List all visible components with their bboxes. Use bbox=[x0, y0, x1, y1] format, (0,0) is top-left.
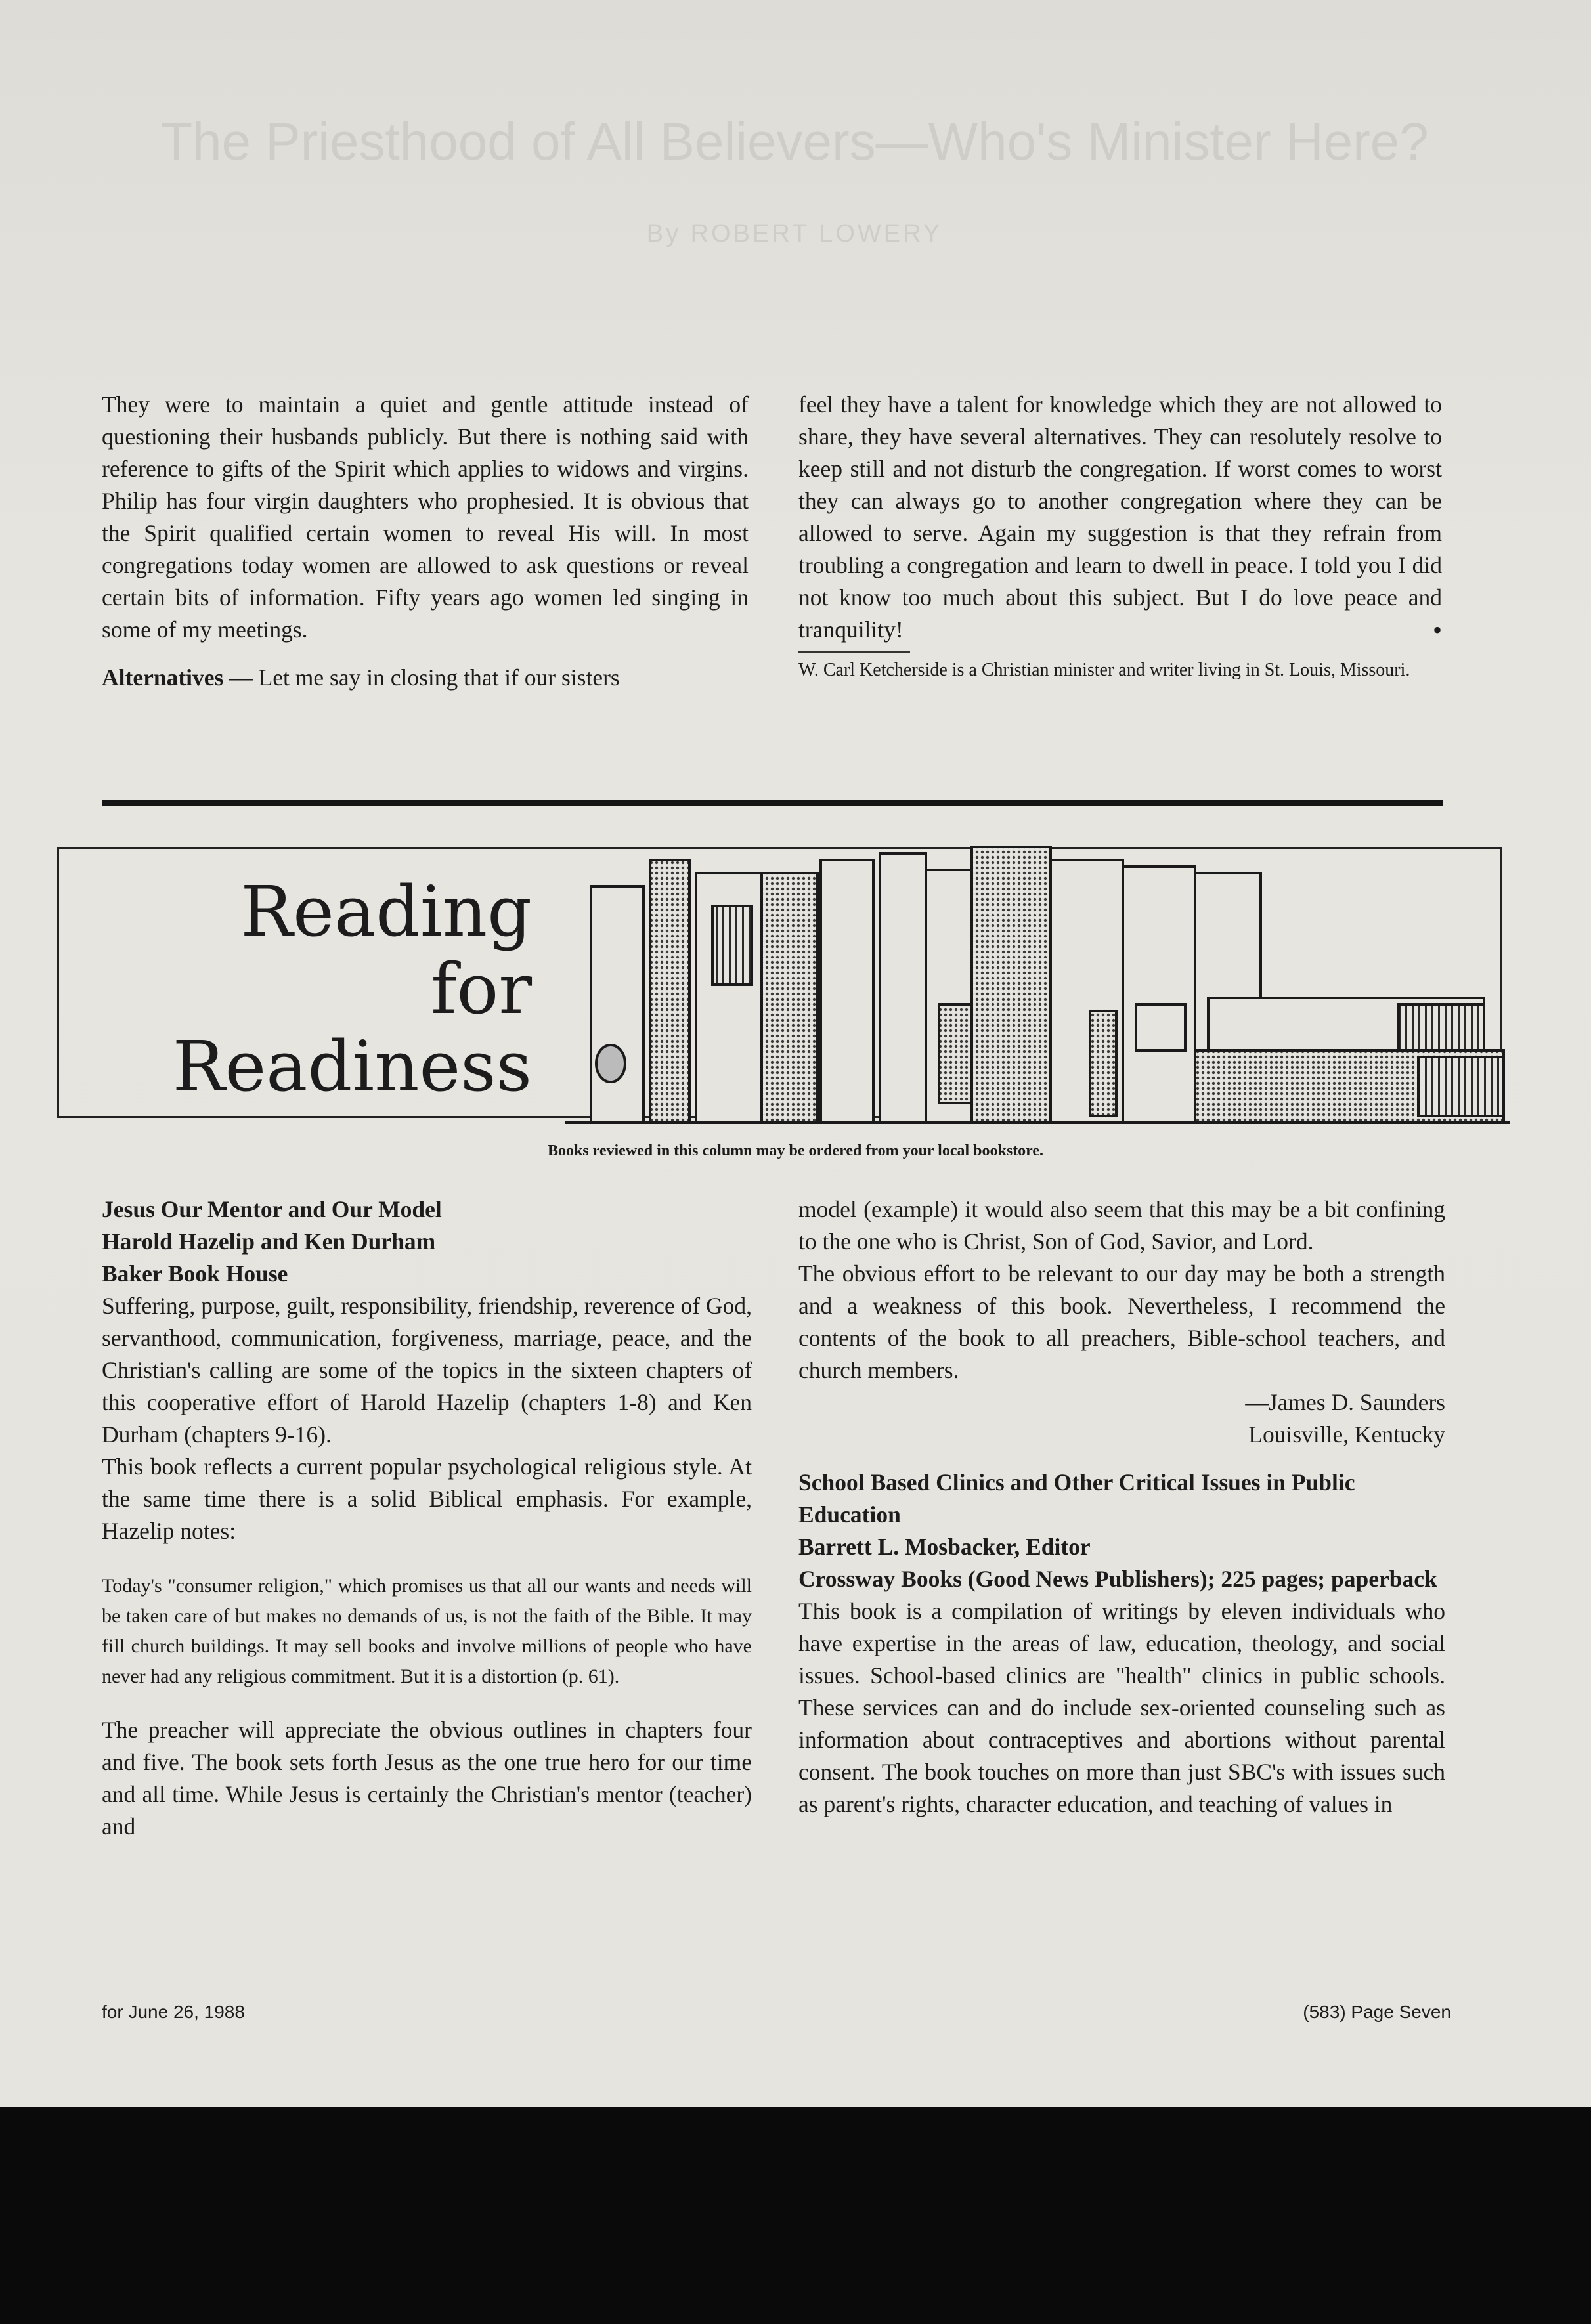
banner-title-line: Reading bbox=[240, 871, 532, 952]
lying-book-pages bbox=[1399, 1004, 1484, 1050]
book-spine bbox=[650, 860, 689, 1123]
banner-title bbox=[112, 873, 532, 1106]
review-right-column bbox=[798, 1194, 1445, 1820]
banner-title-line: Readiness bbox=[172, 1026, 532, 1107]
book-spine bbox=[972, 847, 1051, 1123]
review-book-authors: Harold Hazelip and Ken Durham bbox=[102, 1228, 436, 1255]
book-spine-panel bbox=[712, 906, 752, 985]
review-left-column bbox=[102, 1194, 752, 1843]
alternatives-text: — Let me say in closing that if our sisters bbox=[223, 664, 620, 691]
alternatives-run-in-heading: Alternatives bbox=[102, 664, 224, 691]
review-book-title: School Based Clinics and Other Critical Issues in Public Education bbox=[798, 1469, 1355, 1528]
book-spine bbox=[880, 853, 926, 1123]
review-paragraph: The obvious effort to be relevant to our day may be both a strength and a weakness of this book. Nevertheless, I recommend the contents of the book to all preachers, Bible-school teachers, and church members. bbox=[798, 1260, 1445, 1383]
book-spine bbox=[821, 860, 873, 1123]
lying-book-pages bbox=[1418, 1057, 1504, 1116]
scan-bottom-edge bbox=[0, 2107, 1591, 2324]
banner-title-line: for bbox=[431, 949, 532, 1029]
book-spine bbox=[762, 873, 817, 1123]
section-divider bbox=[102, 800, 1443, 806]
ghost-show-through-author: By ROBERT LOWERY bbox=[646, 220, 943, 247]
review-paragraph: Suffering, purpose, guilt, responsibility, friendship, reverence of God, servanthood, communication, forgiveness, marriage, peace, and the Christian's calling are some of the topics in the sixteen chapters of this cooperative effort of Harold Hazelip (chapters 1-8) and Ken Durham (chapters 9-16). bbox=[102, 1293, 752, 1448]
review-paragraph: This book is a compilation of writings by eleven individuals who have expertise in the areas of law, education, theology, and social issues. School-based clinics are "health" clinics in public schools. These services can and do include sex-oriented counseling such as information about contraceptives and abortions without parental consent. The book touches on more than just SBC's with issues such as parent's rights, character education, and teaching of values in bbox=[798, 1598, 1445, 1817]
review-paragraph: model (example) it would also seem that this may be a bit confining to the one who is Christ, Son of God, Savior, and Lord. bbox=[798, 1196, 1445, 1255]
book-spine-panel bbox=[1136, 1004, 1185, 1050]
review-paragraph: The preacher will appreciate the obvious outlines in chapters four and five. The book sets forth Jesus as the one true hero for our time and all time. While Jesus is certainly the Christian's mentor (teacher) and bbox=[102, 1717, 752, 1840]
review-book-title: Jesus Our Mentor and Our Model bbox=[102, 1196, 442, 1222]
review-book-publisher: Baker Book House bbox=[102, 1260, 288, 1287]
article-right-column bbox=[798, 389, 1442, 682]
book-emblem-icon bbox=[596, 1045, 625, 1082]
author-bio: W. Carl Ketcherside is a Christian minister and writer living in St. Louis, Missouri. bbox=[798, 660, 1410, 680]
review-book-editor: Barrett L. Mosbacker, Editor bbox=[798, 1534, 1091, 1560]
review-paragraph: This book reflects a current popular psychological religious style. At the same time there is a solid Biblical emphasis. For example, Hazelip notes: bbox=[102, 1453, 752, 1544]
reviewer-location: Louisville, Kentucky bbox=[1248, 1421, 1445, 1448]
book-spine bbox=[591, 886, 643, 1123]
banner-caption: Books reviewed in this column may be ordered from your local bookstore. bbox=[547, 1142, 1044, 1159]
bio-divider bbox=[798, 651, 910, 653]
bookshelf-illustration bbox=[565, 834, 1510, 1136]
end-mark: • bbox=[1432, 615, 1442, 645]
book-spine bbox=[1123, 867, 1195, 1123]
book-spine-panel bbox=[1090, 1011, 1116, 1116]
article-paragraph: They were to maintain a quiet and gentle attitude instead of questioning their husbands publicly. But there is nothing said with reference to gifts of the Spirit which applies to widows and virgins. Philip has four virgin daughters who prophesied. It is obvious that the Spirit qualified certain women to reveal His will. In most congregations today women are allowed to ask questions or reveal certain bits of information. Fifty years ago women led singing in some of my meetings. bbox=[102, 391, 749, 643]
article-left-column bbox=[102, 389, 749, 694]
footer-page-number: (583) Page Seven bbox=[1303, 2002, 1451, 2022]
review-blockquote: Today's "consumer religion," which promises us that all our wants and needs will be taken care of but makes no demands of us, is not the faith of the Bible. It may fill church buildings. It may sell books and involve millions of people who have never had any religious commitment. But it is a distortion (p. 61). bbox=[102, 1575, 752, 1687]
footer-issue-date: for June 26, 1988 bbox=[102, 2002, 245, 2022]
review-book-publisher: Crossway Books (Good News Publishers); 225 pages; paperback bbox=[798, 1566, 1437, 1592]
article-paragraph: feel they have a talent for knowledge which they are not allowed to share, they have several alternatives. They can resolutely resolve to keep still and not disturb the congregation. If worst comes to worst they can always go to another congregation where they can be allowed to serve. Again my suggestion is that they refrain from troubling a congregation and learn to dwell in peace. I told you I did not know too much about this subject. But I do love peace and tranquility! • bbox=[798, 391, 1442, 645]
article-paragraph-alternatives bbox=[102, 662, 749, 694]
book-spine-panel bbox=[939, 1004, 975, 1103]
ghost-show-through-title: The Priesthood of All Believers—Who's Minister Here? bbox=[160, 112, 1429, 171]
reviewer-name: —James D. Saunders bbox=[1245, 1389, 1445, 1415]
